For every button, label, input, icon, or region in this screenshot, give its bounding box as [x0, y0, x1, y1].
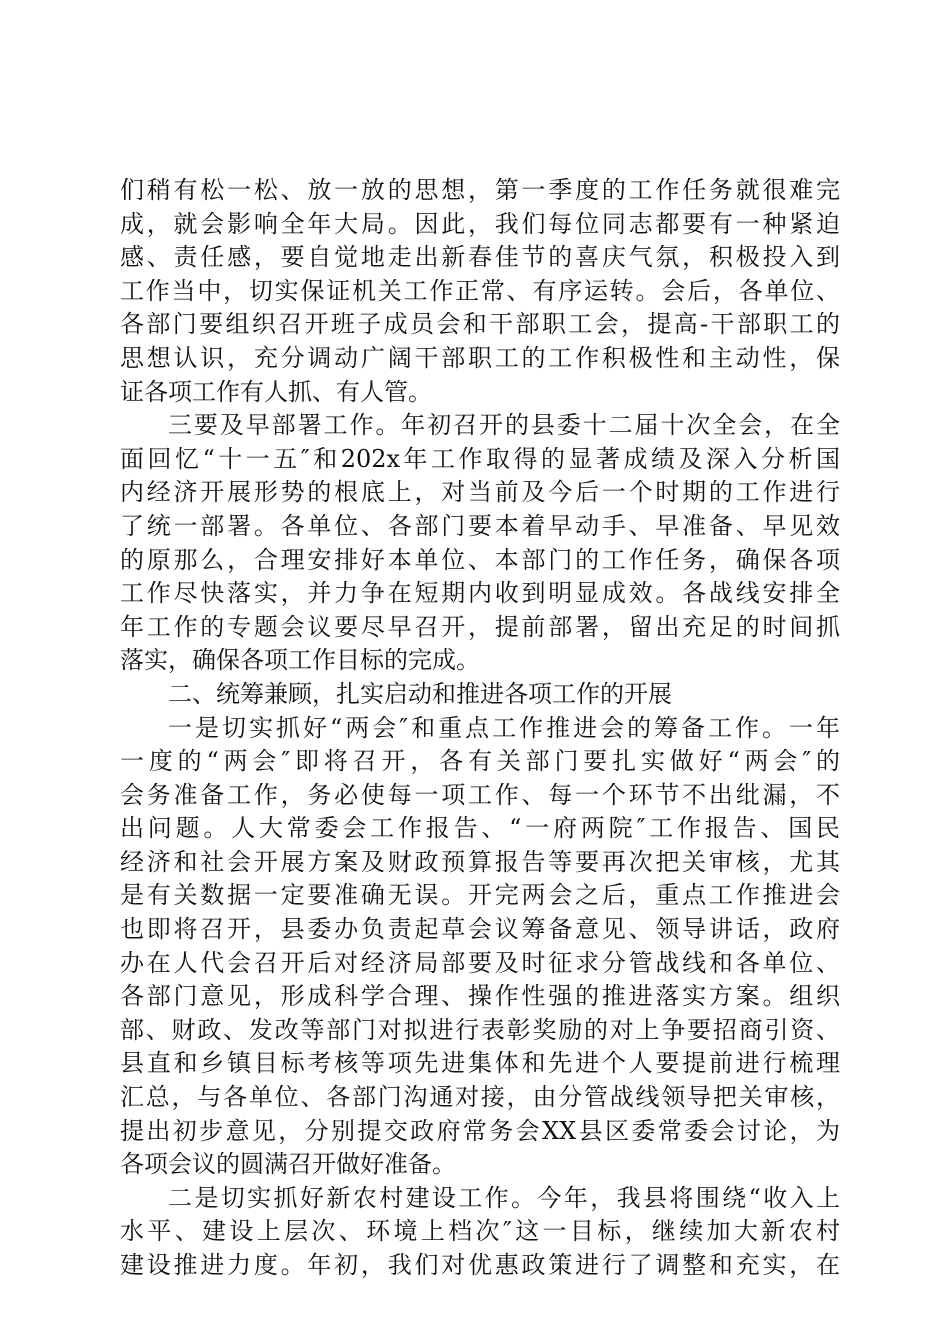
text-line: 证各项工作有人抓、有人管。	[120, 377, 432, 406]
text-line: 部、财政、发改等部门对拟进行表彰奖励的对上争要招商引资、	[120, 1015, 840, 1044]
text-line: 内经济开展形势的根底上，对当前及今后一个时期的工作进行	[120, 478, 840, 507]
text-line: 县直和乡镇目标考核等项先进集体和先进个人要提前进行梳理	[120, 1049, 840, 1078]
text-line: 三要及早部署工作。年初召开的县委十二届十次全会，在全	[168, 411, 840, 440]
text-line: 各项会议的圆满召开做好准备。	[120, 1150, 456, 1179]
text-line: 们稍有松一松、放一放的思想，第一季度的工作任务就很难完	[120, 176, 840, 204]
text-line: 年工作的专题会议要尽早召开，提前部署，留出充足的时间抓	[120, 612, 840, 641]
text-line: 一是切实抓好“两会″和重点工作推进会的筹备工作。一年	[168, 713, 840, 742]
text-line: 二、统筹兼顾，扎实启动和推进各项工作的开展	[168, 679, 672, 708]
text-line: 办在人代会召开后对经济局部要及时征求分管战线和各单位、	[120, 948, 840, 977]
text-line: 各部门意见，形成科学合理、操作性强的推进落实方案。组织	[120, 982, 840, 1011]
text-line: 了统一部署。各单位、各部门要本着早动手、早准备、早见效	[120, 511, 840, 540]
text-line: 是有关数据一定要准确无误。开完两会之后，重点工作推进会	[120, 881, 840, 910]
text-line: 各部门要组织召开班子成员会和干部职工会，提高-干部职工的	[120, 310, 840, 339]
text-line: 落实，确保各项工作目标的完成。	[120, 646, 480, 675]
text-line: 工作尽快落实，并力争在短期内收到明显成效。各战线安排全	[120, 579, 840, 608]
text-line: 成，就会影响全年大局。因此，我们每位同志都要有一种紧迫	[120, 209, 840, 238]
text-line: 建设推进力度。年初，我们对优惠政策进行了调整和充实，在	[120, 1251, 840, 1279]
text-line: 工作当中，切实保证机关工作正常、有序运转。会后，各单位、	[120, 276, 840, 305]
text-line: 面回忆“十一五″和202x年工作取得的显著成绩及深入分析国	[120, 444, 840, 473]
text-line: 的原那么，合理安排好本单位、本部门的工作任务，确保各项	[120, 545, 840, 574]
text-line: 提出初步意见，分别提交政府常务会XX县区委常委会讨论，为	[120, 1116, 840, 1145]
text-line: 也即将召开，县委办负责起草会议筹备意见、领导讲话，政府	[120, 915, 840, 944]
text-line: 经济和社会开展方案及财政预算报告等要再次把关审核，尤其	[120, 847, 840, 876]
text-line: 出问题。人大常委会工作报告、“一府两院″工作报告、国民	[120, 814, 840, 843]
text-line: 汇总，与各单位、各部门沟通对接，由分管战线领导把关审核，	[120, 1083, 840, 1112]
text-line: 会务准备工作，务必使每一项工作、每一个环节不出纰漏，不	[120, 780, 840, 809]
document-body	[120, 174, 840, 1283]
text-line: 感、责任感，要自觉地走出新春佳节的喜庆气氛，积极投入到	[120, 243, 840, 272]
text-line: 二是切实抓好新农村建设工作。今年，我县将围绕“收入上	[168, 1183, 840, 1212]
text-line: 水平、建设上层次、环境上档次″这一目标，继续加大新农村	[120, 1217, 840, 1246]
text-line: 思想认识，充分调动广阔干部职工的工作积极性和主动性，保	[120, 343, 840, 372]
text-line: 一度的“两会″即将召开，各有关部门要扎实做好“两会″的	[120, 747, 840, 776]
